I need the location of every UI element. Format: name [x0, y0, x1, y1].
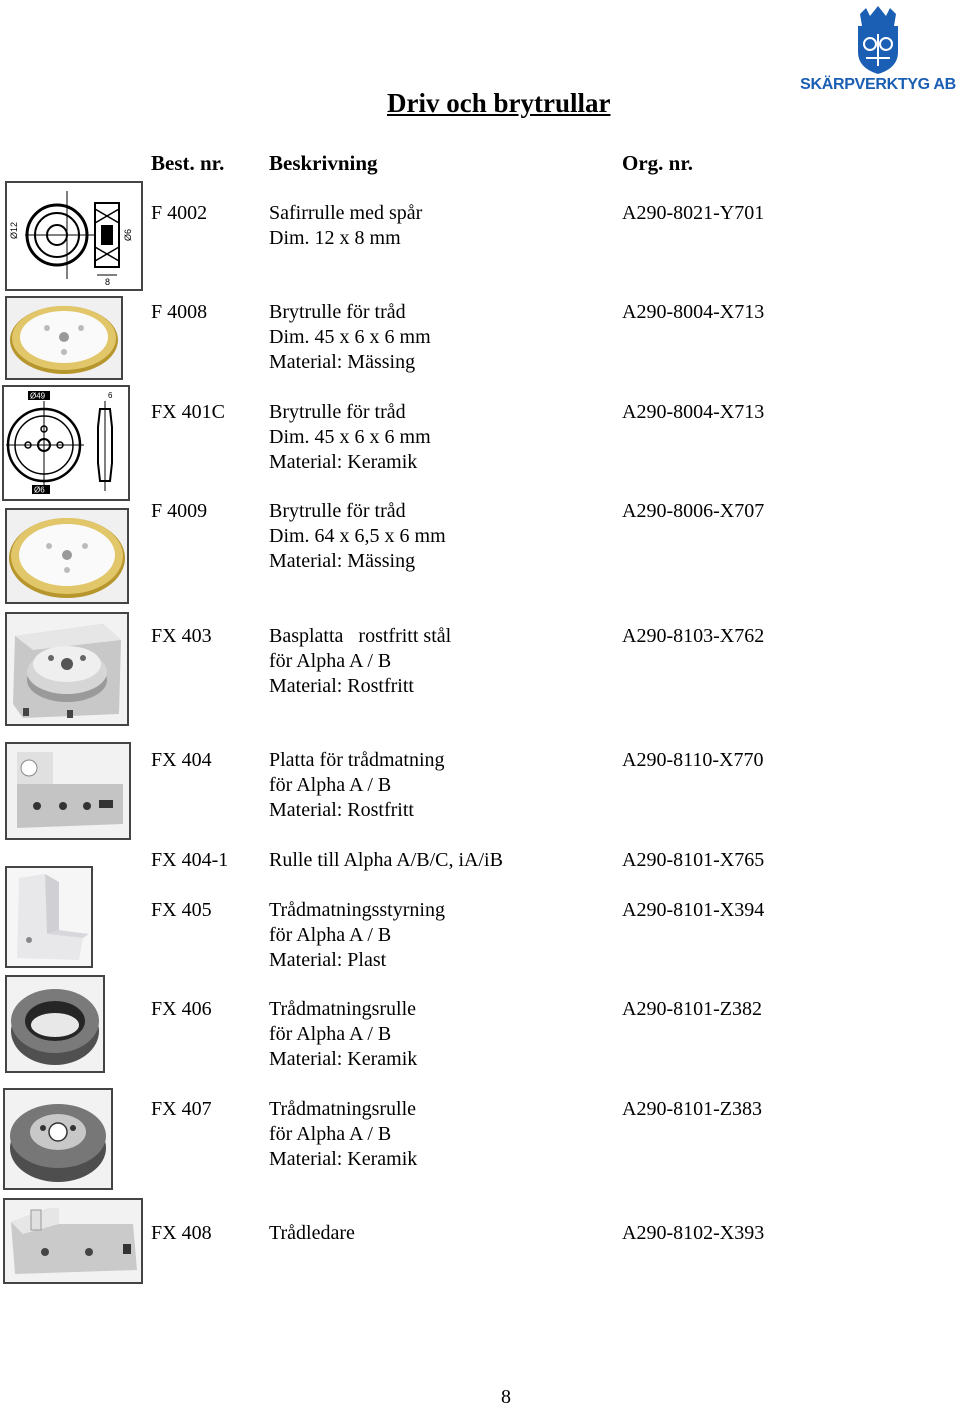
- description-line: Dim. 64 x 6,5 x 6 mm: [269, 525, 446, 547]
- best-nr: FX 408: [151, 1222, 212, 1244]
- best-nr: FX 401C: [151, 401, 225, 423]
- description-line: för Alpha A / B: [269, 774, 392, 796]
- org-nr: A290-8101-X394: [622, 899, 765, 921]
- best-nr: FX 405: [151, 899, 212, 921]
- photo-fx404: [5, 742, 131, 840]
- description-line: Dim. 45 x 6 x 6 mm: [269, 326, 431, 348]
- header-org-nr: Org. nr.: [622, 151, 693, 175]
- best-nr: F 4002: [151, 202, 208, 224]
- description: [269, 898, 445, 973]
- description: [269, 748, 445, 823]
- description-line: Material: Keramik: [269, 1148, 418, 1170]
- org-nr: A290-8110-X770: [622, 749, 764, 771]
- photo-fx403: [5, 612, 129, 726]
- org-nr: A290-8006-X707: [622, 500, 765, 522]
- logo-text: SKÄRPVERKTYG AB: [800, 76, 956, 93]
- description: [269, 848, 503, 873]
- description-line: för Alpha A / B: [269, 924, 392, 946]
- best-nr: FX 406: [151, 998, 212, 1020]
- description: [269, 300, 431, 375]
- photo-fx405: [5, 866, 93, 968]
- drawing-label-dia12: Ø12: [9, 221, 19, 239]
- description: [269, 201, 422, 251]
- org-nr: A290-8101-Z382: [622, 998, 762, 1020]
- description-line: Basplatta rostfritt stål: [269, 625, 452, 647]
- description-line: Dim. 45 x 6 x 6 mm: [269, 426, 431, 448]
- drawing-fx401c: [2, 385, 130, 501]
- org-nr: A290-8103-X762: [622, 625, 765, 647]
- org-nr: A290-8101-Z383: [622, 1098, 762, 1120]
- viking-shield-icon: [800, 4, 956, 76]
- description-line: Safirrulle med spår: [269, 202, 423, 224]
- description-line: Material: Keramik: [269, 451, 418, 473]
- drawing-label-dia49: Ø49: [30, 391, 46, 401]
- description-line: Material: Keramik: [269, 1048, 418, 1070]
- drawing-f4002: [5, 181, 143, 291]
- best-nr: FX 404: [151, 749, 212, 771]
- page-title: Driv och brytrullar: [387, 88, 611, 118]
- description: [269, 624, 451, 699]
- page-number: 8: [501, 1386, 511, 1408]
- drawing-label-dia6b: Ø6: [34, 485, 45, 495]
- drawing-label-6: 6: [108, 391, 113, 400]
- description-line: Trådmatningsrulle: [269, 1098, 417, 1120]
- description: [269, 1221, 355, 1246]
- description-line: Platta för trådmatning: [269, 749, 445, 771]
- best-nr: F 4009: [151, 500, 208, 522]
- header-beskrivning: Beskrivning: [269, 151, 378, 175]
- description: [269, 997, 417, 1072]
- best-nr: FX 404-1: [151, 849, 229, 871]
- description-line: Rulle till Alpha A/B/C, iA/iB: [269, 849, 503, 871]
- header-best-nr: Best. nr.: [151, 151, 225, 175]
- org-nr: A290-8102-X393: [622, 1222, 765, 1244]
- description-line: Material: Mässing: [269, 550, 416, 572]
- best-nr: FX 403: [151, 625, 212, 647]
- best-nr: F 4008: [151, 301, 208, 323]
- description-line: Brytrulle för tråd: [269, 301, 406, 323]
- description: [269, 499, 446, 574]
- description-line: Material: Rostfritt: [269, 799, 414, 821]
- photo-fx406: [5, 975, 105, 1073]
- description: [269, 400, 431, 475]
- description-line: Material: Rostfritt: [269, 675, 414, 697]
- description-line: Brytrulle för tråd: [269, 401, 406, 423]
- description-line: Trådmatningsstyrning: [269, 899, 445, 921]
- description-line: Trådmatningsrulle: [269, 998, 417, 1020]
- description-line: Dim. 12 x 8 mm: [269, 227, 401, 249]
- description-line: för Alpha A / B: [269, 1123, 392, 1145]
- photo-fx408: [3, 1198, 143, 1284]
- description-line: Brytrulle för tråd: [269, 500, 406, 522]
- photo-fx407: [3, 1088, 113, 1190]
- best-nr: FX 407: [151, 1098, 212, 1120]
- description-line: Material: Plast: [269, 949, 387, 971]
- description-line: Material: Mässing: [269, 351, 416, 373]
- description-line: för Alpha A / B: [269, 650, 392, 672]
- description-line: för Alpha A / B: [269, 1023, 392, 1045]
- org-nr: A290-8004-X713: [622, 401, 765, 423]
- org-nr: A290-8101-X765: [622, 849, 765, 871]
- drawing-label-8: 8: [105, 277, 111, 287]
- photo-f4008: [5, 296, 123, 380]
- photo-f4009: [5, 508, 129, 604]
- drawing-label-dia6: Ø6: [123, 228, 133, 241]
- description-line: Trådledare: [269, 1222, 355, 1244]
- org-nr: A290-8004-X713: [622, 301, 765, 323]
- org-nr: A290-8021-Y701: [622, 202, 765, 224]
- description: [269, 1097, 417, 1172]
- company-logo: [800, 4, 956, 96]
